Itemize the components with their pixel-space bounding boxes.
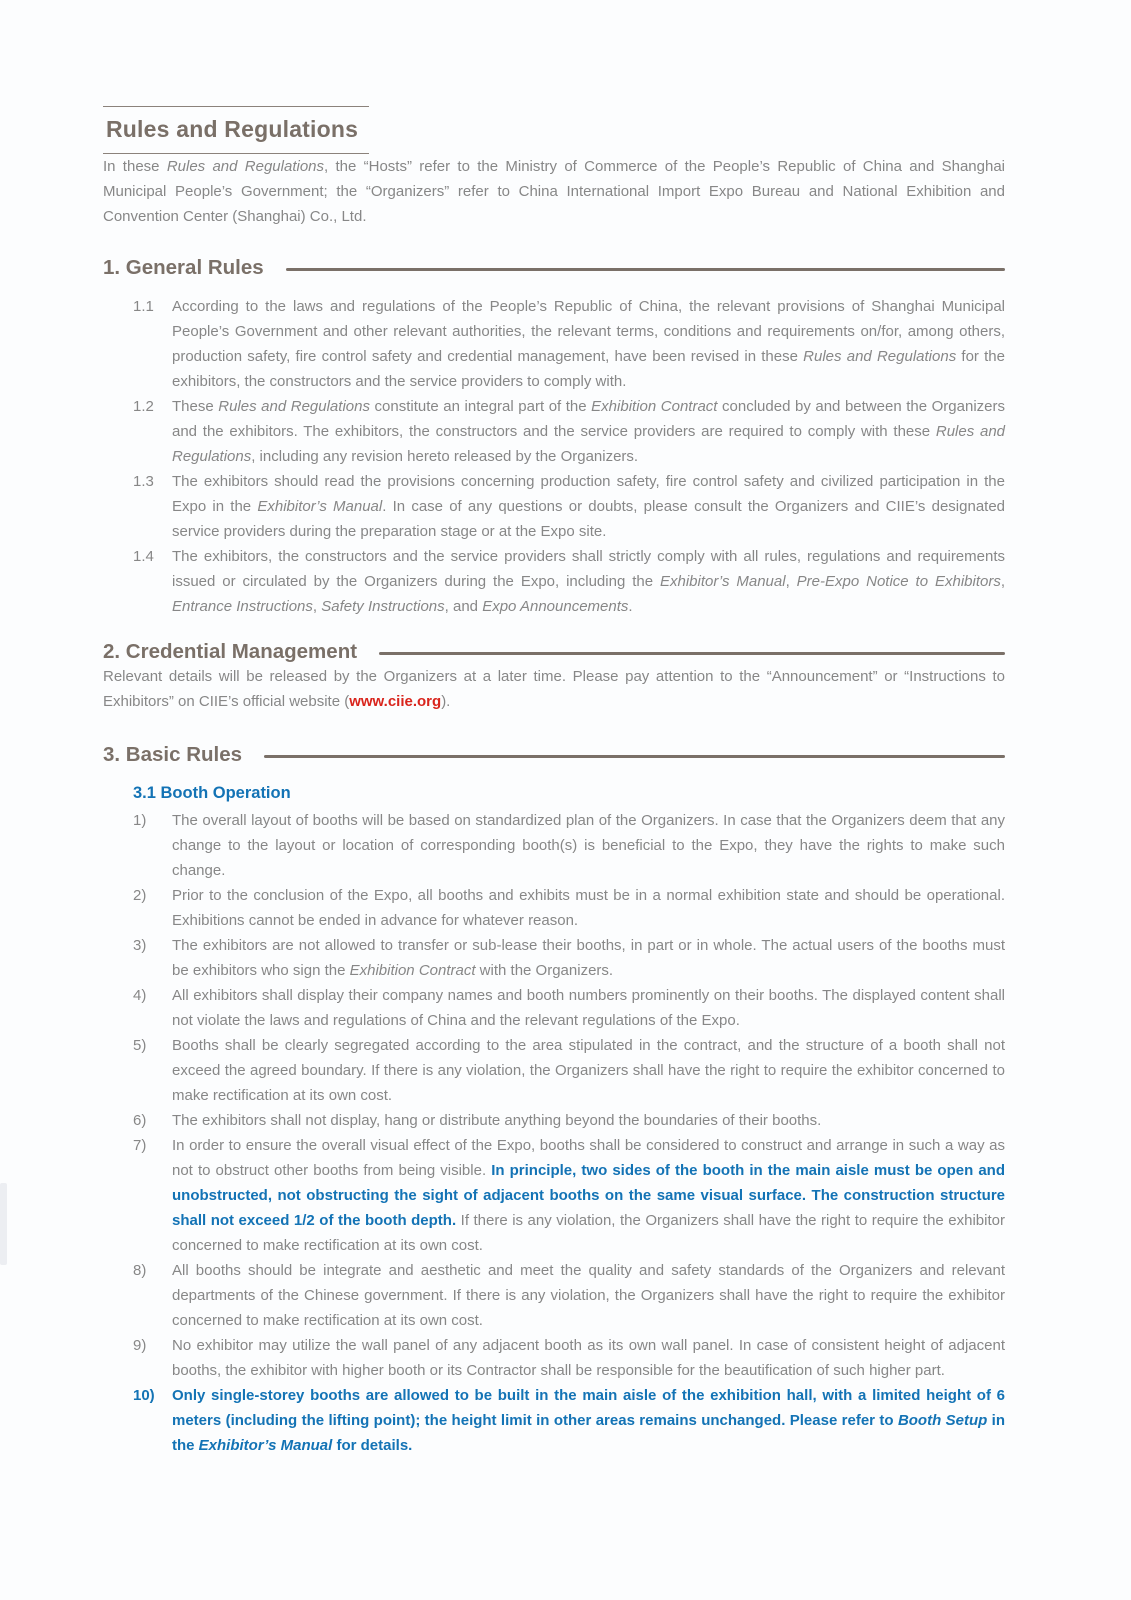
text-run: Expo Announcements: [482, 598, 629, 615]
text-run: Rules and Regulations: [803, 348, 957, 365]
text-run: concluded by and between the Organizers and the exhibitors. The exhibitors, the constructors and the service providers are required to comply with these: [172, 398, 1005, 440]
list-item: [133, 933, 1005, 983]
list-item: [133, 883, 1005, 933]
text-run: Relevant details will be released by the Organizers at a later time. Please pay attention to the “Announcement” or “Instructions to Exhibitors” on CIIE’s official website (: [103, 668, 1005, 710]
list-item: [133, 394, 1005, 469]
text-run: , including any revision hereto released by the Organizers.: [251, 448, 639, 465]
list-item-number: 1.2: [133, 398, 154, 415]
document-title-block: [103, 106, 369, 154]
list-item-text: [172, 1133, 1005, 1258]
text-run: The exhibitors should read the provisions concerning production safety, fire control safety and civilized participation in the Expo in the: [172, 473, 1005, 515]
section-heading-row: [103, 640, 1005, 664]
numbered-list-general-rules: [133, 294, 1005, 619]
list-item: [133, 1133, 1005, 1258]
list-item-text: [172, 394, 1005, 469]
text-run: If there is any violation, the Organizers shall have the right to require the exhibitor concerned to make rectification at its own cost.: [172, 1212, 1005, 1254]
list-item-number: 1.4: [133, 548, 154, 565]
list-item-number: 8): [133, 1262, 147, 1279]
text-run: In these: [103, 158, 167, 175]
list-item-number: 10): [133, 1387, 155, 1404]
text-run: for details.: [332, 1437, 413, 1454]
text-run: Safety Instructions: [321, 598, 445, 615]
text-run: ).: [441, 693, 451, 710]
section-heading-basic-rules: 3. Basic Rules: [103, 743, 243, 766]
list-item-text: [172, 544, 1005, 619]
text-run: Entrance Instructions: [172, 598, 313, 615]
text-run: Prior to the conclusion of the Expo, all booths and exhibits must be in a normal exhibition state and should be operational. Exhibitions cannot be ended in advance for whatever reason.: [172, 887, 1005, 929]
list-item-text: [172, 1108, 1005, 1133]
page-title: Rules and Regulations: [106, 116, 359, 142]
list-item-number: 7): [133, 1137, 147, 1154]
text-run: ,: [1000, 573, 1006, 590]
text-run: ,: [312, 598, 322, 615]
text-run: Exhibitor’s Manual: [198, 1437, 333, 1454]
text-run: .: [628, 598, 633, 615]
text-run: Exhibition Contract: [591, 398, 718, 415]
text-run: Rules and Regulations: [218, 398, 370, 415]
list-item: [133, 1333, 1005, 1383]
subsection-heading-booth-operation: 3.1 Booth Operation: [133, 784, 291, 802]
numbered-list-booth-operation: [133, 808, 1005, 1458]
list-item-number: 6): [133, 1112, 147, 1129]
list-item-number: 1): [133, 812, 147, 829]
list-item-number: 9): [133, 1337, 147, 1354]
ciie-website-link[interactable]: www.ciie.org: [349, 693, 442, 710]
text-run: Rules and Regulations: [172, 423, 1005, 465]
list-item: [133, 469, 1005, 544]
credential-management-paragraph: [103, 664, 1005, 714]
list-item-text: [172, 883, 1005, 933]
text-run: Rules and Regulations: [166, 158, 325, 175]
section-general-rules: [103, 256, 1005, 619]
heading-rule-line: [264, 755, 1005, 758]
list-item-text: [172, 1333, 1005, 1383]
list-item: [133, 1108, 1005, 1133]
list-item-text: [172, 1383, 1005, 1458]
text-run: ,: [785, 573, 797, 590]
text-run: , and: [444, 598, 483, 615]
section-credential-management: [103, 640, 1005, 714]
text-run: Only single-storey booths are allowed to be built in the main aisle of the exhibition hall, with a limited height of 6 meters (including the lifting point); the height limit in other areas remains unchanged. Please refer to: [172, 1387, 1005, 1429]
section-heading-row: [103, 743, 1005, 767]
text-run: Exhibition Contract: [349, 962, 476, 979]
text-run: . In case of any questions or doubts, please consult the Organizers and CIIE’s designated service providers during the preparation stage or at the Expo site.: [172, 498, 1006, 540]
heading-rule-line: [379, 652, 1005, 655]
text-run: These: [172, 398, 219, 415]
list-item-text: [172, 469, 1005, 544]
text-run: Pre-Expo Notice to Exhibitors: [796, 573, 1001, 590]
text-run: for the exhibitors, the constructors and the service providers to comply with.: [172, 348, 1005, 390]
list-item: [133, 1258, 1005, 1333]
text-run: No exhibitor may utilize the wall panel of any adjacent booth as its own wall panel. In case of consistent height of adjacent booths, the exhibitor with higher booth or its Contractor shall be responsible for the beautification of such higher part.: [172, 1337, 1005, 1379]
list-item-text: [172, 1033, 1005, 1108]
text-run: Exhibitor’s Manual: [659, 573, 786, 590]
text-run: In order to ensure the overall visual effect of the Expo, booths shall be considered to construct and arrange in such a way as not to obstruct other booths from being visible.: [172, 1137, 1005, 1179]
section-heading-row: [103, 256, 1005, 280]
text-run: constitute an integral part of the: [369, 398, 592, 415]
list-item: [133, 1383, 1005, 1458]
text-run: in the: [172, 1412, 1006, 1454]
list-item-number: 1.3: [133, 473, 154, 490]
text-run: , the “Hosts” refer to the Ministry of Commerce of the People’s Republic of China and Shanghai Municipal People’s Government; the “Organizers” refer to China International Import Expo Bureau and National Exhibition and Convention Center (Shanghai) Co., Ltd.: [103, 158, 1005, 225]
list-item-number: 3): [133, 937, 147, 954]
list-item-number: 1.1: [133, 298, 154, 315]
text-run: All exhibitors shall display their company names and booth numbers prominently on their booths. The displayed content shall not violate the laws and regulations of China and the relevant regulations of the Expo.: [172, 987, 1005, 1029]
list-item-number: 2): [133, 887, 147, 904]
intro-paragraph: [103, 154, 1005, 229]
list-item-text: [172, 933, 1005, 983]
list-item-number: 4): [133, 987, 147, 1004]
left-edge-scroll-indicator[interactable]: [0, 1183, 7, 1265]
list-item-text: [172, 294, 1005, 394]
text-run: In principle, two sides of the booth in the main aisle must be open and unobstructed, not obstructing the sight of adjacent booths on the same visual surface. The construction structure shall not exceed 1/2 of the booth depth.: [172, 1162, 1005, 1229]
section-heading-general-rules: 1. General Rules: [103, 256, 264, 279]
text-run: The exhibitors are not allowed to transfer or sub-lease their booths, in part or in whole. The actual users of the booths must be exhibitors who sign the: [172, 937, 1005, 979]
list-item-text: [172, 1258, 1005, 1333]
text-run: The overall layout of booths will be based on standardized plan of the Organizers. In case that the Organizers deem that any change to the layout or location of corresponding booth(s) is beneficial to the Expo, they have the rights to make such change.: [172, 812, 1005, 879]
list-item: [133, 808, 1005, 883]
text-run: According to the laws and regulations of the People’s Republic of China, the relevant provisions of Shanghai Municipal People’s Government and other relevant authorities, the relevant terms, conditions and requirements on/for, among others, production safety, fire control safety and credential management, have been revised in these: [172, 298, 1005, 365]
list-item: [133, 544, 1005, 619]
text-run: The exhibitors, the constructors and the service providers shall strictly comply with all rules, regulations and requirements issued or circulated by the Organizers during the Expo, including the: [172, 548, 1005, 590]
text-run: The exhibitors shall not display, hang or distribute anything beyond the boundaries of their booths.: [172, 1112, 822, 1129]
list-item: [133, 294, 1005, 394]
section-heading-credential-management: 2. Credential Management: [103, 640, 358, 663]
text-run: Booths shall be clearly segregated according to the area stipulated in the contract, and the structure of a booth shall not exceed the agreed boundary. If there is any violation, the Organizers shall have the right to require the exhibitor concerned to make rectification at its own cost.: [172, 1037, 1005, 1104]
section-basic-rules: [103, 743, 1005, 1458]
list-item: [133, 1033, 1005, 1108]
text-run: All booths should be integrate and aesthetic and meet the quality and safety standards of the Organizers and relevant departments of the Chinese government. If there is any violation, the Organizers shall have the right to require the exhibitor concerned to make rectification at its own cost.: [172, 1262, 1005, 1329]
heading-rule-line: [286, 268, 1005, 271]
text-run: with the Organizers.: [475, 962, 614, 979]
list-item-text: [172, 983, 1005, 1033]
text-run: Booth Setup: [897, 1412, 988, 1429]
text-run: Exhibitor’s Manual: [257, 498, 383, 515]
list-item: [133, 983, 1005, 1033]
list-item-number: 5): [133, 1037, 147, 1054]
list-item-text: [172, 808, 1005, 883]
